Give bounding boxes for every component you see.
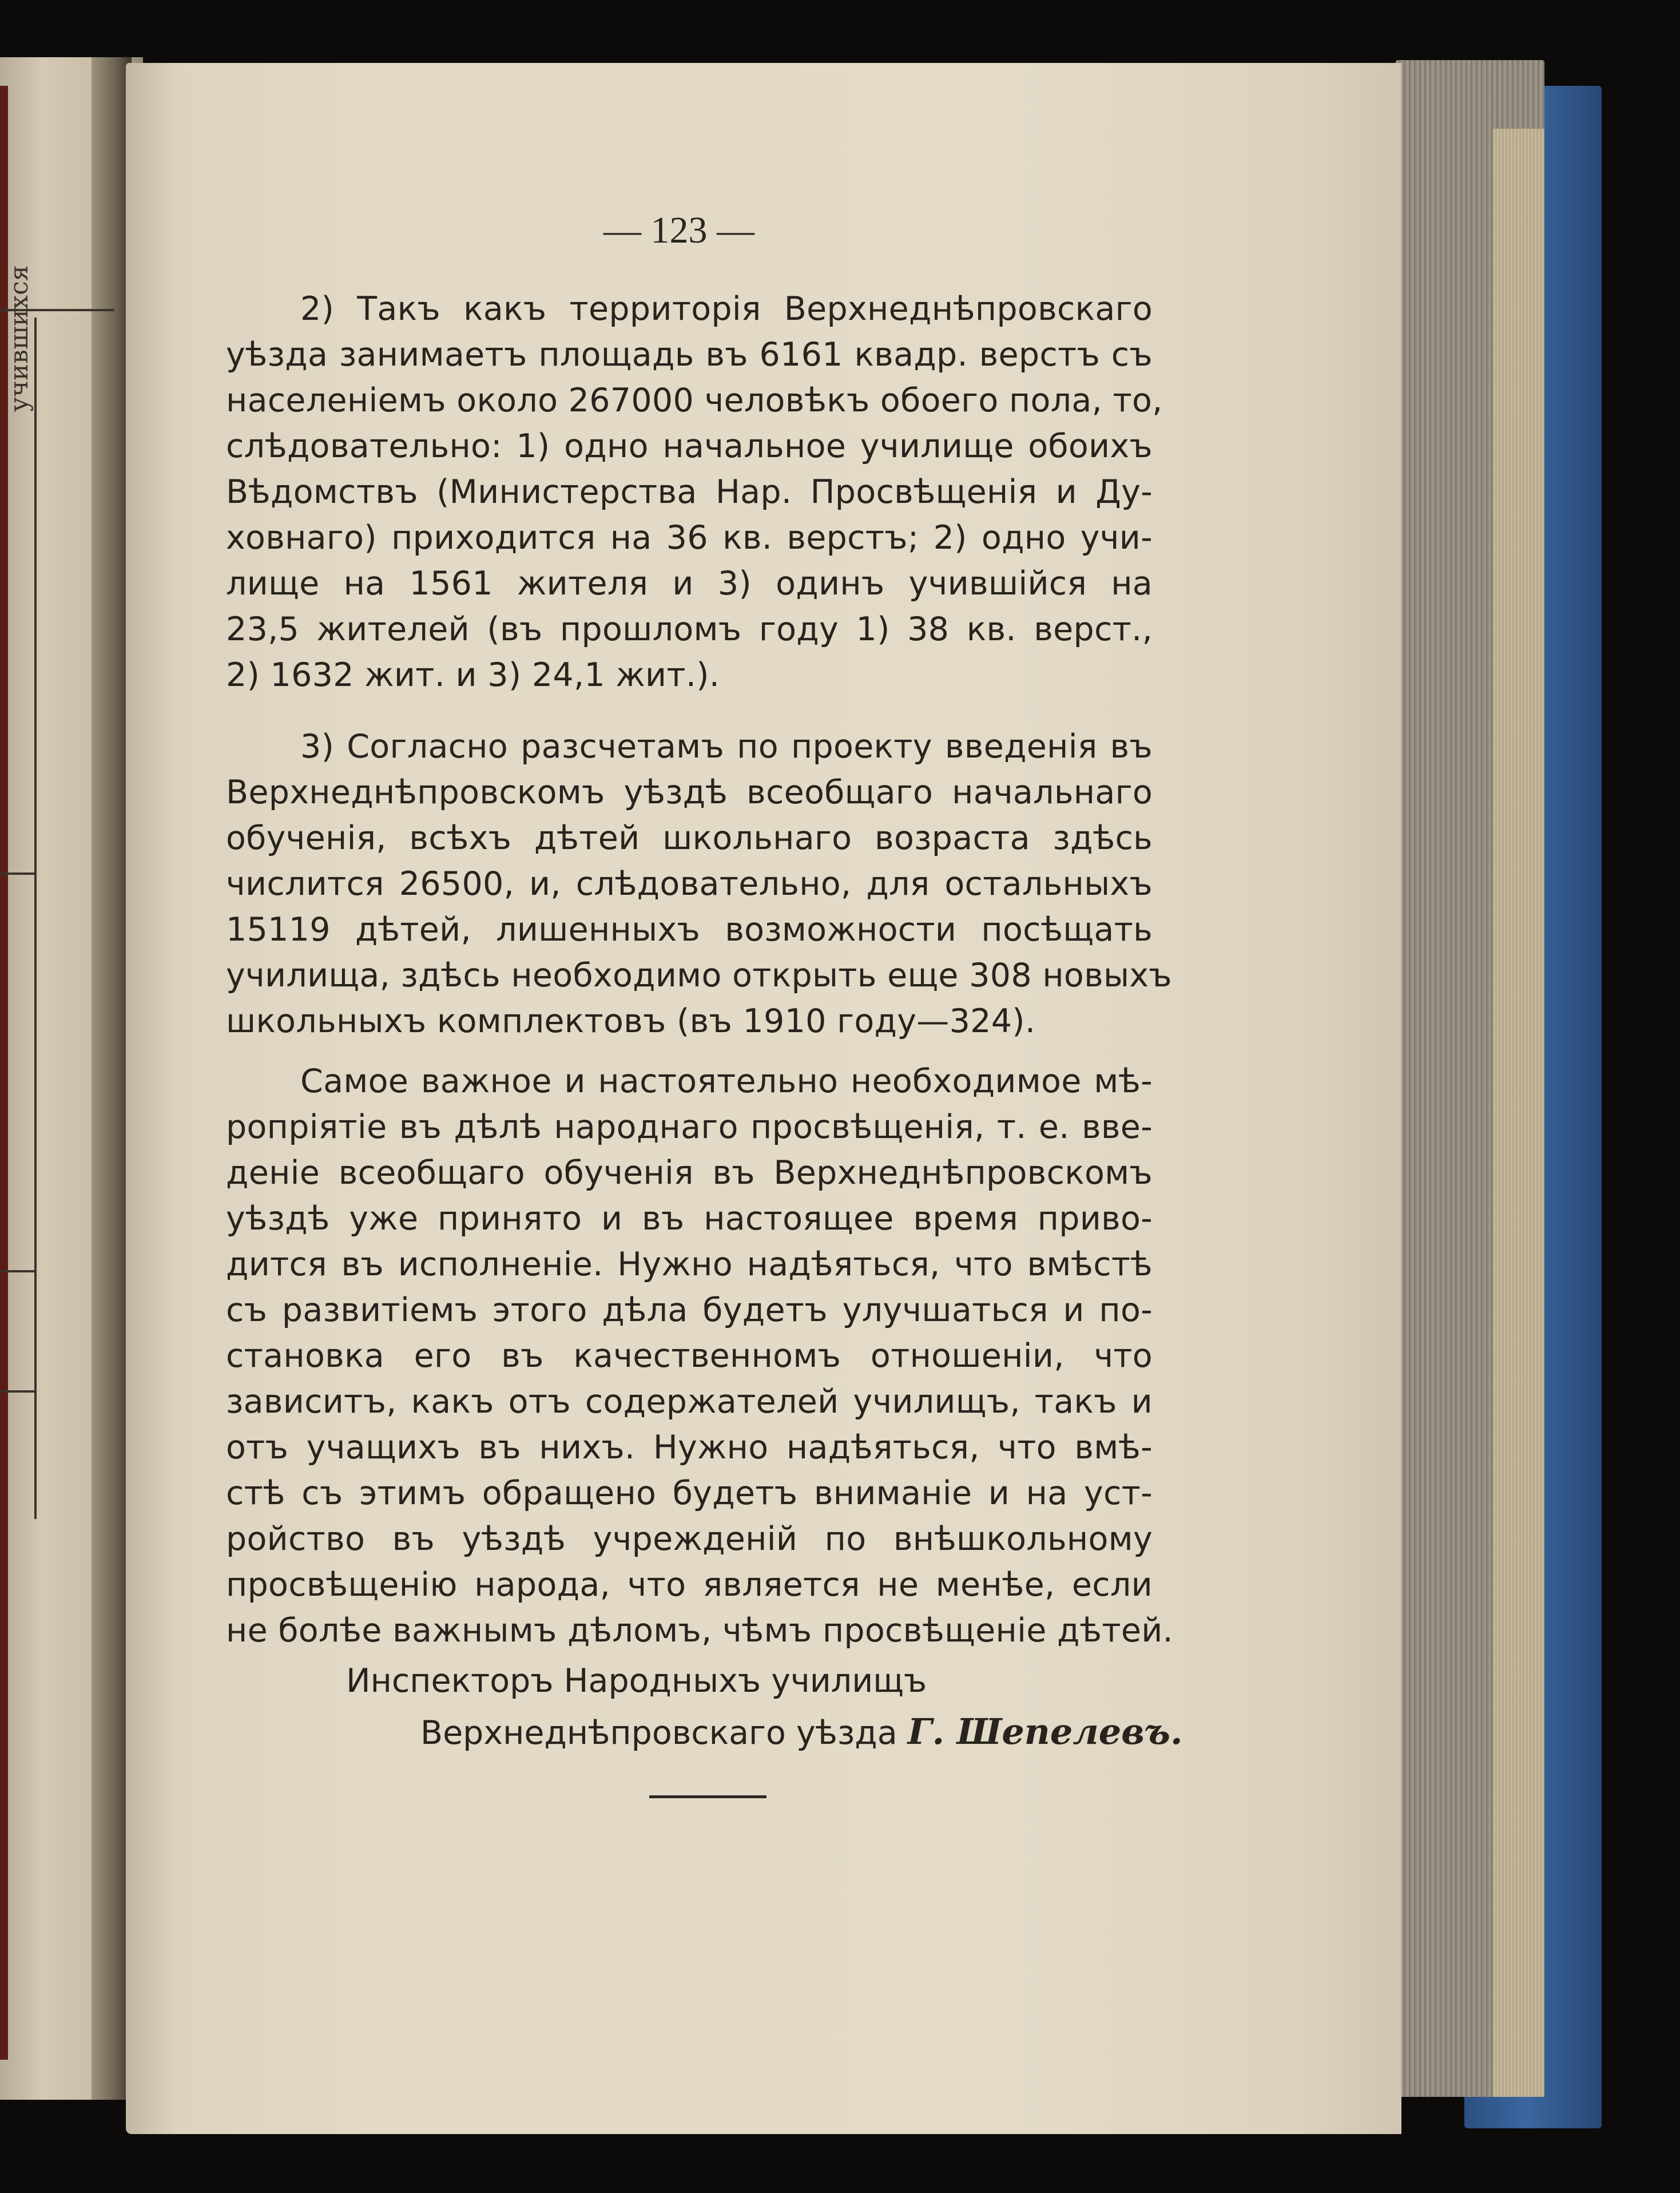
signature-district-text: Верхнеднѣпровскаго уѣзда: [420, 1714, 897, 1752]
text-line: уѣздѣ уже принято и въ настоящее время приво-: [226, 1200, 1153, 1238]
page-edges: [1396, 60, 1544, 2097]
text-line: Самое важное и настоятельно необходимое мѣ-: [300, 1062, 1153, 1100]
text-line: не болѣе важнымъ дѣломъ, чѣмъ просвѣщеніе дѣтей.: [226, 1612, 1173, 1649]
text-line: училища, здѣсь необходимо открыть еще 308 новыхъ: [226, 957, 1172, 994]
text-line: дится въ исполненіе. Нужно надѣяться, что вмѣстѣ: [226, 1246, 1153, 1283]
text-line: обученія, всѣхъ дѣтей школьнаго возраста здѣсь: [226, 819, 1153, 857]
signature-district: [420, 1711, 1183, 1752]
text-line: 15119 дѣтей, лишенныхъ возможности посѣщать: [226, 911, 1153, 949]
text-line: Верхнеднѣпровскомъ уѣздѣ всеобщаго начальнаго: [226, 774, 1153, 811]
paragraph-2: [226, 724, 1172, 1044]
table-rule: [0, 1390, 34, 1393]
text-line: числится 26500, и, слѣдовательно, для остальныхъ: [226, 865, 1153, 903]
text-line: просвѣщенію народа, что является не менѣе, если: [226, 1566, 1153, 1604]
text-line: стѣ съ этимъ обращено будетъ вниманіе и на уст-: [226, 1474, 1153, 1512]
text-line: населеніемъ около 267000 человѣкъ обоего пола, то,: [226, 382, 1163, 419]
left-page-column-header: учившихся: [5, 265, 34, 412]
text-line: отъ учащихъ въ нихъ. Нужно надѣяться, что вмѣ-: [226, 1429, 1153, 1466]
closing-rule: [649, 1795, 766, 1798]
paragraph-3: [226, 1058, 1173, 1653]
text-line: деніе всеобщаго обученія въ Верхнеднѣпровскомъ: [226, 1154, 1153, 1192]
table-rule: [34, 318, 37, 1519]
text-line: уѣзда занимаетъ площадь въ 6161 квадр. верстъ съ: [226, 336, 1153, 374]
signature-title: Инспекторъ Народныхъ училищъ: [346, 1662, 927, 1700]
text-line: 2) Такъ какъ территорія Верхнеднѣпровскаго: [300, 290, 1153, 328]
text-line: съ развитіемъ этого дѣла будетъ улучшаться и по-: [226, 1291, 1153, 1329]
text-line: зависитъ, какъ отъ содержателей училищъ, такъ и: [226, 1383, 1153, 1421]
text-line: становка его въ качественномъ отношеніи, что: [226, 1337, 1153, 1375]
text-line: 23,5 жителей (въ прошломъ году 1) 38 кв. верст.,: [226, 610, 1153, 648]
text-line: школьныхъ комплектовъ (въ 1910 году—324).: [226, 1002, 1036, 1040]
text-line: лище на 1561 жителя и 3) одинъ учившійся на: [226, 565, 1153, 602]
table-rule: [0, 873, 34, 875]
text-line: Вѣдомствъ (Министерства Нар. Просвѣщенія и Ду-: [226, 473, 1153, 511]
signature-name: Г. Шепелевъ.: [907, 1711, 1183, 1752]
table-rule: [0, 1270, 34, 1272]
page-number: — 123 —: [603, 209, 754, 251]
text-line: ховнаго) приходится на 36 кв. верстъ; 2) одно учи-: [226, 519, 1153, 557]
text-line: ропріятіе въ дѣлѣ народнаго просвѣщенія, т. е. вве-: [226, 1108, 1153, 1146]
text-line: 2) 1632 жит. и 3) 24,1 жит.).: [226, 656, 720, 694]
text-line: 3) Согласно разсчетамъ по проекту введенія въ: [300, 728, 1153, 766]
text-line: ройство въ уѣздѣ учрежденій по внѣшкольному: [226, 1520, 1153, 1558]
paragraph-1: [226, 286, 1163, 698]
text-line: слѣдовательно: 1) одно начальное училище обоихъ: [226, 427, 1153, 465]
